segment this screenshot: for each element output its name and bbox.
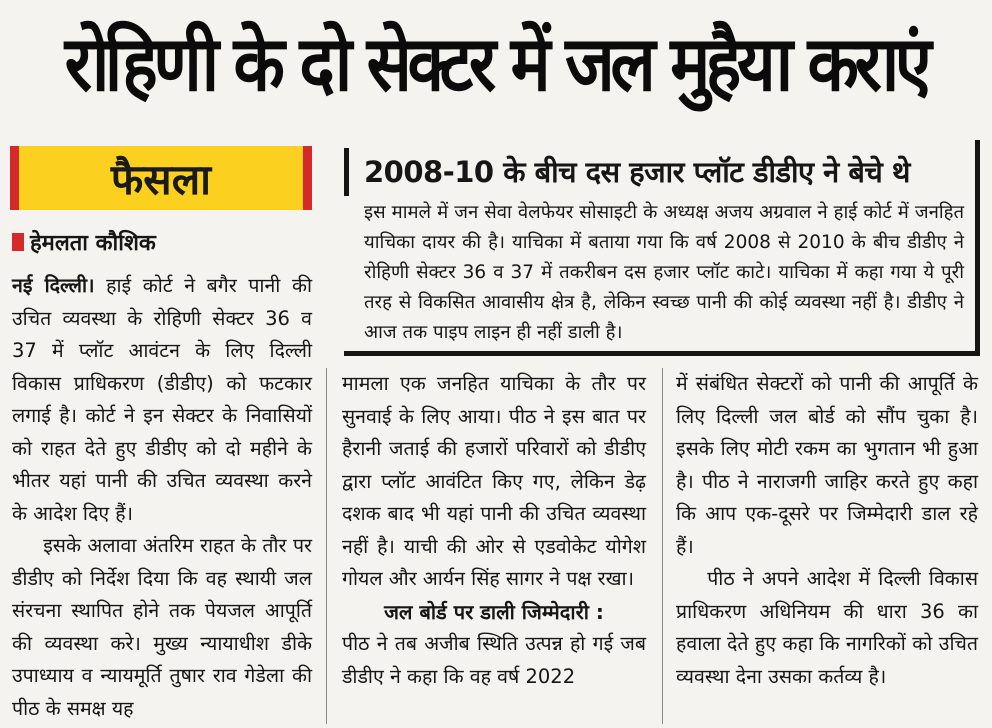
info-box-body: इस मामले में जन सेवा वेलफेयर सोसाइटी के अध्यक्ष अजय अग्रवाल ने हाई कोर्ट में जनहित याचिका दायर की है। याचिका में बताया गया कि वर्ष 2008 से 2010 के बीच डीडीए ने रोहिणी सेक्टर 36 व 37 में तकरीबन दस हजार प्लॉट काटे। याचिका में कहा गया ये पूरी तरह से विकसित आवासीय क्षेत्र है, लेकिन स्वच्छ पानी की कोई व्यवस्था नहीं है। डीडीए ने आज तक पाइप लाइन ही नहीं डाली है। [364, 202, 964, 343]
column-divider [326, 368, 327, 724]
article-column-1 [12, 270, 312, 725]
section-label-text: फैसला [110, 154, 212, 204]
byline [12, 224, 312, 260]
article-paragraph [12, 270, 312, 530]
subheading: जल बोर्ड पर डाली जिम्मेदारी : [384, 599, 604, 624]
info-box-title: 2008-10 के बीच दस हजार प्लॉट डीडीए ने बेचे थे [364, 155, 910, 189]
byline-author: हेमलता कौशिक [30, 231, 156, 256]
section-label [10, 146, 312, 210]
info-box-bar [344, 148, 349, 196]
column-divider [662, 368, 663, 724]
article-paragraph: मामला एक जनहित याचिका के तौर पर सुनवाई के लिए आया। पीठ ने इस बात पर हैरानी जताई की हजारों परिवारों को डीडीए द्वारा प्लॉट आवंटित किए गए, लेकिन डेढ़ दशक बाद भी यहां पानी की उचित व्यवस्था नहीं है। याची की ओर से एडवोकेट योगेश गोयल और आर्यन सिंह सागर ने पक्ष रखा। [342, 372, 646, 590]
info-box [344, 140, 980, 356]
article-column-2 [342, 368, 646, 693]
article-paragraph: पीठ ने अपने आदेश में दिल्ली विकास प्राधिकरण अधिनियम की धारा 36 का हवाला देते हुए कहा कि नागरिकों को उचित व्यवस्था देना उसका कर्तव्य है। [676, 567, 978, 688]
article-paragraph: इसके अलावा अंतरिम राहत के तौर पर डीडीए को निर्देश दिया कि वह स्थायी जल संरचना स्थापित होने तक पेयजल आपूर्ति की व्यवस्था करे। मुख्य न्यायाधीश डीके उपाध्याय व न्यायमूर्ति तुषार राव गेडेला की पीठ के समक्ष यह [12, 534, 312, 720]
headline: रोहिणी के दो सेक्टर में जल मुहैया कराएं [64, 19, 928, 108]
article-text: हाई कोर्ट ने बगैर पानी की उचित व्यवस्था के रोहिणी सेक्टर 36 व 37 में प्लॉट आवंटन के लिए दिल्ली विकास प्राधिकरण (डीडीए) को फटकार लगाई है। कोर्ट ने इन सेक्टर के निवासियों को राहत देते हुए डीडीए को दो महीने के भीतर यहां पानी की उचित व्यवस्था करने के आदेश दिए हैं। [12, 274, 312, 525]
article-paragraph: में संबंधित सेक्टरों को पानी की आपूर्ति के लिए दिल्ली जल बोर्ड को सौंप चुका है। इसके लिए मोटी रकम का भुगतान भी हुआ है। पीठ ने नाराजगी जाहिर करते हुए कहा कि आप एक-दूसरे पर जिम्मेदारी डाल रहे हैं। [676, 372, 978, 558]
article-column-3 [676, 368, 978, 693]
article-paragraph: पीठ ने तब अजीब स्थिति उत्पन्न हो गई जब डीडीए ने कहा कि वह वर्ष 2022 [342, 632, 646, 688]
dateline: नई दिल्ली। [12, 274, 95, 297]
byline-marker-icon [12, 233, 24, 251]
